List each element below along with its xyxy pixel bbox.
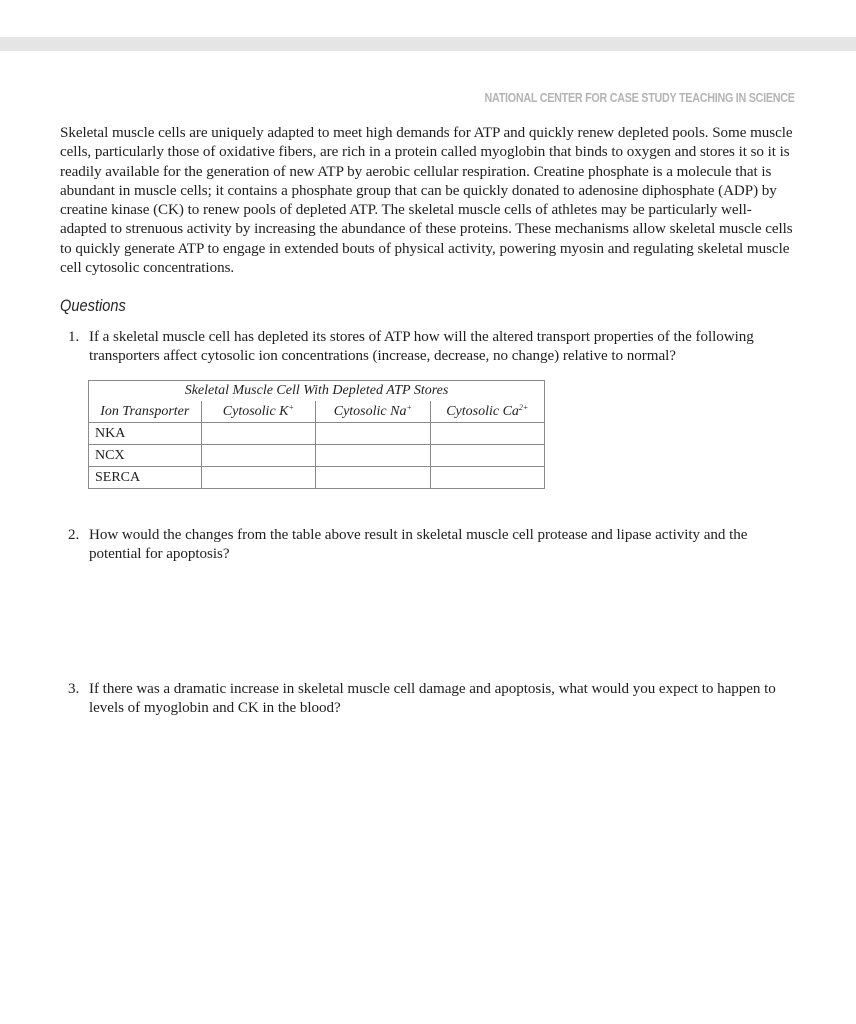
table-row [89,445,545,467]
table-cell [316,467,430,489]
depleted-atp-table [88,380,545,489]
row-label-ncx: NCX [89,445,202,467]
column-header-cytosolic-ca: Cytosolic $Ca^{2+}$ [430,401,544,423]
organization-header: NATIONAL CENTER FOR CASE STUDY TEACHING IN SCIENCE [484,91,795,105]
table-cell [201,423,315,445]
top-bar [0,37,856,51]
column-header-cytosolic-na: Cytosolic Na+ [316,401,430,423]
question-3 [68,680,798,719]
question-number: 1. [68,329,80,345]
column-header-ion-transporter: Ion Transporter [89,401,202,423]
question-2 [68,526,798,565]
question-text: If a skeletal muscle cell has depleted its stores of ATP how will the altered transport properties of the following transporters affect cytosolic ion concentrations (increase, decrease, no change) relative to normal? [89,329,754,365]
question-number: 2. [68,527,80,543]
question-1 [68,328,780,367]
table-header-row [89,401,545,423]
row-label-serca: SERCA [89,467,202,489]
question-text: How would the changes from the table above result in skeletal muscle cell protease and lipase activity and the potential for apoptosis? [89,527,748,563]
table-cell [430,423,544,445]
column-header-cytosolic-k: Cytosolic K+ [201,401,315,423]
question-number: 3. [68,681,80,697]
question-text: If there was a dramatic increase in skeletal muscle cell damage and apoptosis, what would you expect to happen to levels of myoglobin and CK in the blood? [89,681,776,717]
table-cell [430,445,544,467]
row-label-nka: NKA [89,423,202,445]
table-row [89,423,545,445]
questions-heading: Questions [60,296,126,315]
intro-paragraph: Skeletal muscle cells are uniquely adapted to meet high demands for ATP and quickly renew depleted pools. Some muscle cells, particularly those of oxidative fibers, are rich in a protein called myoglobin that binds to oxygen and stores it so it is readily available for the generation of new ATP by aerobic cellular respiration. Creatine phosphate is a molecule that is abundant in muscle cells; it contains a phosphate group that can be quickly donated to adenosine diphosphate (ADP) by creatine kinase (CK) to renew pools of depleted ATP. The skeletal muscle cells of athletes may be particularly well-adapted to strenuous activity by increasing the abundance of these proteins. These mechanisms allow skeletal muscle cells to quickly generate ATP to engage in extended bouts of physical activity, powering myosin and regulating skeletal muscle cell cytosolic concentrations. [60,125,793,277]
table-caption: Skeletal Muscle Cell With Depleted ATP Stores [89,381,545,402]
table-cell [430,467,544,489]
table-cell [316,423,430,445]
table-cell [201,445,315,467]
table-row [89,467,545,489]
table-cell [316,445,430,467]
table-cell [201,467,315,489]
